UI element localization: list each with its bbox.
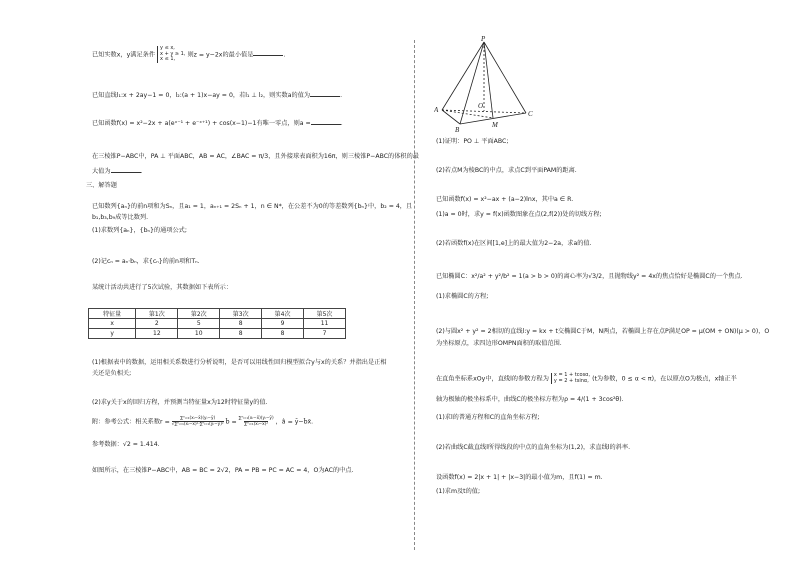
table-cell: 8: [220, 329, 262, 339]
question-20-intro: 已知函数f(x) = x²−ax + (a−2)lnx，其中a ∈ R.: [436, 196, 574, 203]
table-cell: 7: [304, 329, 346, 339]
question-19-part-2: (2)若点M为棱BC的中点，求点C到平面PAM的距离.: [436, 167, 577, 174]
label-o: O: [478, 102, 484, 110]
q22-intro: 在直角坐标系xOy中，直线l的参数方程为: [436, 375, 549, 383]
q13-suffix: 则z = y−2x的最小值是: [187, 51, 254, 59]
table-header-cell: 第2次: [178, 309, 220, 319]
fraction-numerator: ∑ⁿᵢ₌₁(xᵢ−x̄)(yᵢ−ȳ): [180, 416, 216, 421]
table-row: [89, 319, 346, 329]
q13-condition-3: x ≤ 1,: [160, 56, 176, 62]
table-cell: 5: [178, 319, 220, 329]
question-16-line-2: 大值为 .: [92, 168, 143, 175]
fraction-denominator: ∑ⁿᵢ₌₁(xᵢ−x̄)²: [244, 422, 269, 427]
question-15: 已知函数f(x) = x²−2x + a(eˣ⁻¹ + e⁻ˣ⁺¹) + cos(x−1)−1有唯一零点，则a = .: [92, 120, 343, 127]
question-23-intro: 设函数f(x) = 2|x + 1| + |x−3|的最小值为m，且f(1) = m.: [436, 474, 603, 481]
section-heading: 三、解答题: [86, 182, 117, 189]
question-16-line-1: 在三棱锥P−ABC中，PA ⊥ 平面ABC，AB = AC，∠BAC = π/3，且外接球表面积为16π，则三棱锥P−ABC的体积的最: [92, 153, 419, 160]
table-cell: 10: [178, 329, 220, 339]
question-20-part-2: (2)若函数f(x)在区间[1,e]上的最大值为2−2a，求a的值.: [436, 240, 592, 247]
question-23-part-1: (1)求m及t的值;: [436, 488, 481, 495]
answer-blank: [111, 166, 141, 173]
answer-blank: [310, 90, 340, 97]
edge-pb: [460, 42, 484, 124]
table-cell: x: [89, 319, 136, 329]
reference-label: 附：参考公式：相关系数r =: [92, 418, 170, 426]
table-cell: y: [89, 329, 136, 339]
question-18-part-1-line-2: 关还是负相关;: [92, 370, 132, 377]
question-22-part-1: (1)求l的普通方程和C的直角坐标方程;: [436, 414, 540, 421]
q15-text: 已知函数f(x) = x²−2x + a(eˣ⁻¹ + e⁻ˣ⁺¹) + cos(x−1)−1有唯一零点，则a =: [92, 120, 311, 127]
table-cell: 8: [220, 319, 262, 329]
question-17-line-1: 已知数列{aₙ}的前n项和为Sₙ，且a₁ = 1，aₙ₊₁ = 2Sₙ + 1，n ∈ N*，在公差不为0的等差数列{bₙ}中，b₂ = 4，且: [92, 203, 413, 210]
slope-fraction: [239, 416, 274, 427]
question-19-part-1: (1)证明：PO ⊥ 平面ABC;: [436, 138, 509, 145]
fraction-denominator: √∑ⁿᵢ₌₁(xᵢ−x̄)²·∑ⁿᵢ₌₁(yᵢ−ȳ)²: [171, 422, 224, 427]
question-13: 已知实数x，y满足条件y ≤ x, x + y ≥ 1, x ≤ 1,则z = y−2x的最小值是 .: [92, 45, 286, 62]
table-cell: 9: [262, 319, 304, 329]
table-cell: 8: [262, 329, 304, 339]
question-18-part-1-line-1: (1)根据表中的数据，运用相关系数进行分析说明，是否可以用线性回归模型拟合y与x的关系？并指出是正相: [92, 359, 387, 366]
q13-condition-2: x + y ≥ 1,: [160, 50, 186, 57]
question-14: 已知直线l₁:x + 2ay−1 = 0，l₂:(a + 1)x−ay = 0，若l₁ ⊥ l₂，则实数a的值为 .: [92, 92, 343, 99]
table-row: [89, 329, 346, 339]
slope-label: b̂ =: [225, 418, 237, 426]
question-21-part-1: (1)求椭圆C的方程;: [436, 293, 489, 300]
q22-equation-y: y = 2 + tsinα,: [553, 377, 589, 384]
label-c: C: [528, 110, 533, 118]
question-17-line-2: b₁,b₃,b₉成等比数列.: [92, 214, 149, 221]
question-22-line-2: 轴为极轴的极坐标系中，曲线C的极坐标方程为ρ = 4/(1 + 3cos²θ).: [436, 396, 624, 403]
q13-conditions: [157, 46, 185, 63]
fraction-numerator: ∑ⁿᵢ₌₁(xᵢ−x̄)(yᵢ−ȳ): [238, 416, 274, 421]
q14-text: 已知直线l₁:x + 2ay−1 = 0，l₂:(a + 1)x−ay = 0，若l₁ ⊥ l₂，则实数a的值为: [92, 92, 311, 99]
label-m: M: [492, 121, 498, 129]
table-header-cell: 第3次: [220, 309, 262, 319]
right-column: [434, 0, 770, 562]
left-column: [86, 0, 419, 562]
pyramid-figure: [434, 36, 564, 136]
label-b: B: [455, 126, 460, 134]
q22-intro-continued: (t为参数，0 ≤ α < π)，在以原点O为极点，x轴正半: [592, 375, 737, 383]
label-a: A: [434, 106, 439, 114]
edge-pa: [442, 42, 484, 110]
table-header-cell: 第1次: [136, 309, 178, 319]
answer-blank: [311, 118, 341, 125]
q22-equation-x: x = 1 + tcosα,: [553, 372, 591, 378]
question-21-part-2-line-2: 为坐标原点，求四边形OMPN面积的取值范围.: [436, 340, 562, 347]
segment-pm: [484, 42, 493, 118]
table-cell: 11: [304, 319, 346, 329]
q22-parametric-system: [551, 373, 590, 384]
table-cell: 2: [136, 319, 178, 329]
table-header-cell: 第4次: [262, 309, 304, 319]
question-22-line-1: [436, 373, 737, 384]
table-header-row: [89, 309, 346, 319]
question-21-intro: 已知椭圆C：x²/a² + y²/b² = 1(a > b > 0)的离心率为√3/2，且抛物线y² = 4x的焦点恰好是椭圆C的一个焦点.: [436, 273, 743, 280]
question-18-intro: 某统计活动共进行了5次试验，其数据如下表所示：: [92, 284, 233, 291]
edge-ab: [442, 110, 460, 124]
edge-pc: [484, 42, 526, 113]
question-21-part-2-line-1: (2)与圆x² + y² = 2相切的直线l:y = kx + t交椭圆C于M，N两点，若椭圆上存在点P满足OP = μ(OM + ON)(μ > 0)，O: [436, 328, 770, 335]
question-22-part-2: (2)若曲线C截直线l所得线段的中点的直角坐标为(1,2)，求直线l的斜率.: [436, 444, 631, 451]
question-20-part-1: (1)a = 0时，求y = f(x)函数图象在点(2,f(2))处的切线方程;: [436, 211, 602, 218]
correlation-fraction: [172, 416, 224, 427]
q16-text: 大值为: [92, 168, 111, 175]
question-17-part-1: (1)求数列{aₙ}，{bₙ}的通项公式;: [92, 227, 187, 234]
label-p: P: [481, 36, 486, 43]
data-table: [88, 308, 346, 339]
intercept-formula: ，â = ȳ−b̂x̄.: [275, 418, 314, 426]
table-header-cell: 第5次: [304, 309, 346, 319]
table-header-cell: 特征量: [89, 309, 136, 319]
reference-data: 参考数据：√2 = 1.414.: [92, 441, 160, 448]
q13-prefix: 已知实数x，y满足条件: [92, 51, 156, 59]
question-18-part-2: (2)求y关于x的回归方程，并预测当特征量x为12时特征量y的值.: [92, 399, 268, 406]
q13-condition-1: y ≤ x,: [160, 45, 175, 51]
question-19: 如图所示，在三棱锥P−ABC中，AB = BC = 2√2，PA = PB = PC = AC = 4，O为AC的中点.: [92, 467, 354, 474]
table-cell: 12: [136, 329, 178, 339]
reference-formulas: [92, 416, 313, 427]
answer-blank: [253, 49, 283, 56]
question-17-part-2: (2)记cₙ = aₙ⋅bₙ，求{cₙ}的前n项和Tₙ.: [92, 258, 200, 265]
column-divider: [414, 40, 415, 550]
